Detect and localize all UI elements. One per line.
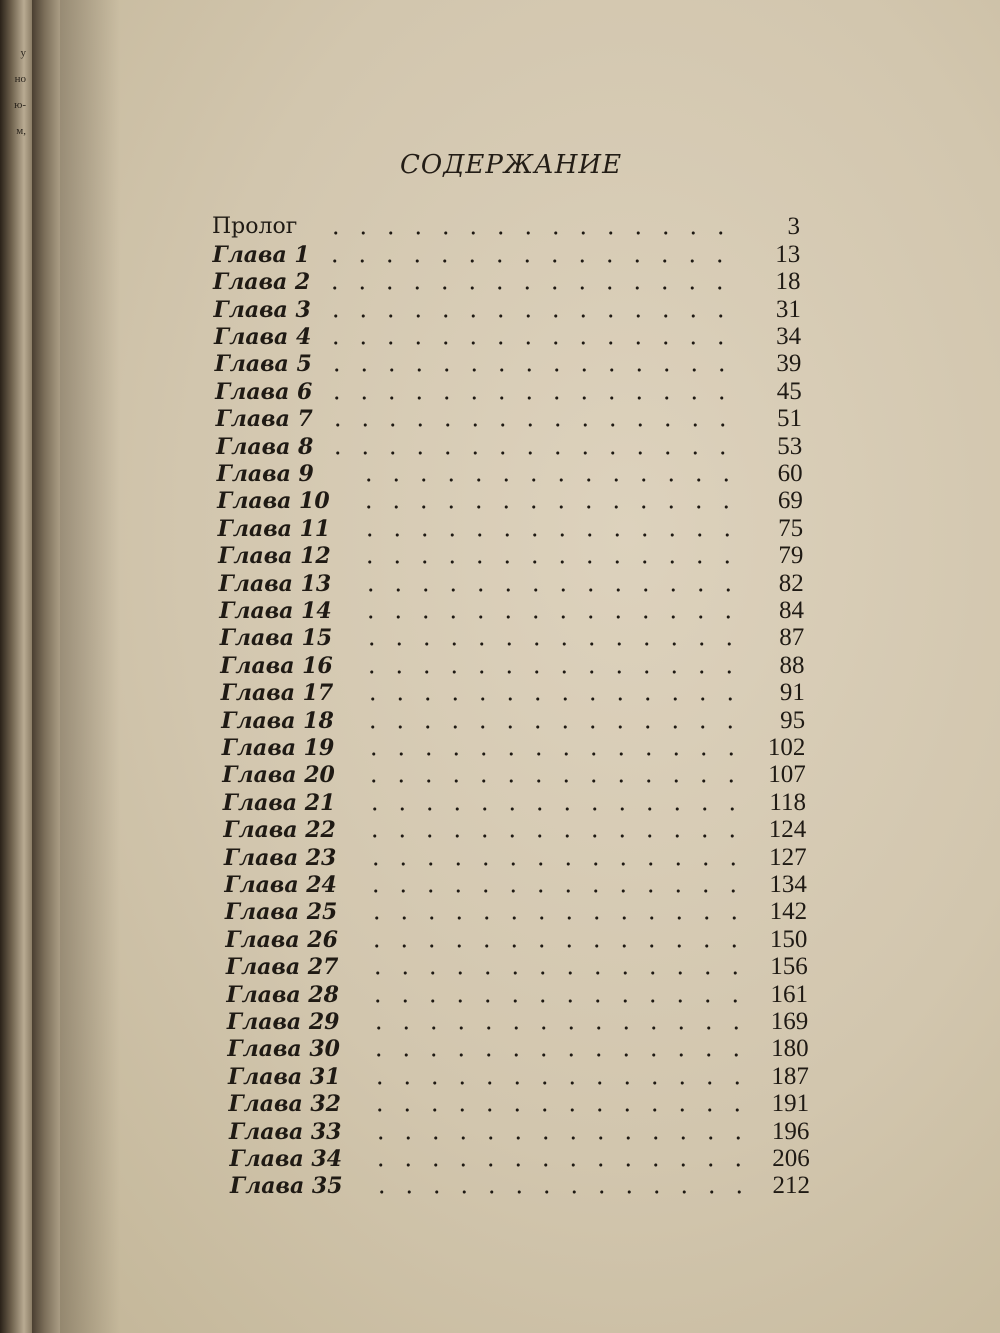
toc-entry <box>216 431 802 458</box>
toc-entry-label: Глава 12 <box>218 543 331 570</box>
toc-entry-page-number: 60 <box>777 459 803 487</box>
dot-leader <box>356 533 743 537</box>
toc-entry-page-number: 39 <box>776 350 802 378</box>
dot-leader <box>355 478 743 482</box>
toc-entry <box>224 842 807 869</box>
dot-leader <box>359 697 745 701</box>
toc-entry <box>224 870 807 897</box>
toc-entry-page-number: 118 <box>769 788 806 816</box>
toc-entry <box>229 1144 809 1171</box>
toc-entry-label: Глава 19 <box>221 734 335 761</box>
toc-entry <box>219 568 804 595</box>
toc-entry-page-number: 18 <box>775 268 801 296</box>
toc-entry-page-number: 161 <box>770 980 808 1008</box>
toc-entry-page-number: 53 <box>777 432 803 460</box>
toc-entry-page-number: 142 <box>769 898 808 926</box>
toc-entry <box>218 513 803 540</box>
toc-entry-label: Глава 34 <box>229 1145 343 1172</box>
toc-entry <box>225 897 807 924</box>
toc-entry-label: Глава 9 <box>216 460 314 487</box>
dot-leader <box>321 259 741 263</box>
dot-leader <box>367 1163 749 1167</box>
toc-entry-page-number: 206 <box>772 1144 810 1172</box>
toc-entry <box>214 322 801 349</box>
toc-entry <box>223 815 806 842</box>
fragment: у <box>20 47 26 59</box>
toc-entry <box>226 979 808 1006</box>
toc-entry-label: Глава 1 <box>212 241 310 268</box>
toc-entry-label: Глава 18 <box>221 707 334 734</box>
toc-entry-label: Глава 24 <box>224 871 337 898</box>
toc-entry-page-number: 31 <box>775 295 801 323</box>
toc-entry <box>218 541 803 568</box>
dot-leader <box>358 670 744 674</box>
toc-entry-label: Глава 6 <box>215 378 313 405</box>
toc-entry-page-number: 191 <box>771 1090 810 1118</box>
toc-entry <box>227 1007 808 1034</box>
toc-entry <box>215 349 802 376</box>
dot-leader <box>364 999 748 1003</box>
toc-entry-page-number: 91 <box>779 679 805 707</box>
dot-leader <box>367 1136 749 1140</box>
dot-leader <box>362 862 747 866</box>
dot-leader <box>355 505 743 509</box>
dot-leader <box>322 314 741 318</box>
dot-leader <box>322 231 740 235</box>
toc-entry <box>220 623 805 650</box>
toc-entry-label: Глава 30 <box>227 1036 340 1063</box>
toc-entry-label: Глава 25 <box>224 899 338 926</box>
toc-entry-page-number: 51 <box>776 405 802 433</box>
toc-entry-page-number: 169 <box>770 1007 809 1035</box>
toc-entry <box>223 787 806 814</box>
toc-entry-page-number: 107 <box>768 761 806 789</box>
dot-leader <box>362 889 747 893</box>
toc-entry-page-number: 84 <box>778 596 804 624</box>
dot-leader <box>365 1053 748 1057</box>
toc-entry-label: Глава 26 <box>225 926 338 953</box>
toc-entry <box>220 650 804 677</box>
dot-leader <box>364 971 748 975</box>
toc-entry <box>225 924 807 951</box>
toc-entry-label: Глава 21 <box>222 789 336 816</box>
toc-entry-page-number: 45 <box>776 377 802 405</box>
toc-entry <box>217 459 803 486</box>
dot-leader <box>361 834 746 838</box>
toc-entry <box>221 705 805 732</box>
dot-leader <box>365 1026 748 1030</box>
dot-leader <box>356 560 743 564</box>
toc-entry-label: Глава 29 <box>226 1008 340 1035</box>
toc-entry <box>214 294 801 321</box>
dot-leader <box>363 916 747 920</box>
toc-entry <box>212 212 800 239</box>
dot-leader <box>324 423 742 427</box>
dot-leader <box>357 615 744 619</box>
toc-entry <box>227 1034 808 1061</box>
toc-entry <box>229 1116 809 1143</box>
toc-entry <box>222 760 805 787</box>
toc-entry-page-number: 187 <box>771 1062 809 1090</box>
toc-entry <box>228 1061 809 1088</box>
toc-entry-label: Глава 14 <box>219 597 332 624</box>
dot-leader <box>358 642 745 646</box>
toc-entry-label: Глава 22 <box>223 817 336 844</box>
toc-entry-page-number: 87 <box>779 624 805 652</box>
toc-entry-label: Глава 7 <box>215 406 313 433</box>
toc-entry-page-number: 82 <box>778 569 804 597</box>
toc-entry-label: Глава 13 <box>218 570 332 597</box>
toc-entry-label: Глава 23 <box>223 844 337 871</box>
toc-entry-page-number: 34 <box>776 322 802 350</box>
toc-entry-page-number: 69 <box>777 487 803 515</box>
toc-entry <box>216 404 802 431</box>
dot-leader <box>321 286 741 290</box>
toc-entry-page-number: 180 <box>771 1035 809 1063</box>
toc-entry-page-number: 3 <box>787 213 800 241</box>
previous-page-text-fragments <box>0 40 26 144</box>
toc-entry-label: Глава 20 <box>222 762 335 789</box>
toc-entry-page-number: 79 <box>778 542 804 570</box>
fragment: но <box>14 73 26 85</box>
dot-leader <box>360 779 745 783</box>
toc-entry-label: Глава 8 <box>216 433 314 460</box>
toc-entry <box>215 376 802 403</box>
toc-entry-label: Глава 28 <box>226 981 339 1008</box>
toc-entry-label: Глава 32 <box>228 1091 341 1118</box>
toc-entry <box>222 733 806 760</box>
toc-entry-label: Глава 11 <box>217 515 331 542</box>
toc-entry-label: Глава 4 <box>214 323 312 350</box>
toc-entry-label: Глава 27 <box>225 954 339 981</box>
toc-entry-label: Глава 17 <box>220 680 334 707</box>
toc-entry-label: Глава 15 <box>219 625 333 652</box>
toc-entry-label: Глава 31 <box>227 1063 341 1090</box>
toc-entry-page-number: 212 <box>772 1172 810 1200</box>
table-of-contents <box>0 212 1000 1212</box>
dot-leader <box>366 1108 749 1112</box>
toc-entry-label: Глава 10 <box>217 488 330 515</box>
toc-entry-page-number: 95 <box>780 706 806 734</box>
toc-entry-label: Глава 3 <box>213 296 311 323</box>
fragment: м, <box>16 125 26 137</box>
page-title: СОДЕРЖАНИЕ <box>400 150 623 180</box>
toc-entry-page-number: 75 <box>778 514 804 542</box>
dot-leader <box>357 588 744 592</box>
toc-entry-label: Глава 16 <box>220 652 333 679</box>
toc-entry-label: Пролог <box>212 214 298 240</box>
toc-entry-page-number: 13 <box>775 240 801 268</box>
toc-entry-label: Глава 2 <box>213 269 311 296</box>
dot-leader <box>368 1190 750 1194</box>
dot-leader <box>366 1081 749 1085</box>
dot-leader <box>324 451 742 455</box>
toc-entry <box>230 1171 810 1198</box>
dot-leader <box>361 807 746 811</box>
toc-entry-page-number: 196 <box>771 1117 810 1145</box>
toc-entry-label: Глава 35 <box>230 1173 343 1200</box>
toc-entry-page-number: 156 <box>770 953 808 981</box>
toc-entry <box>221 678 805 705</box>
toc-entry <box>219 596 804 623</box>
toc-entry <box>217 486 803 513</box>
toc-entry-label: Глава 5 <box>214 351 312 378</box>
toc-entry <box>228 1089 809 1116</box>
toc-entry <box>213 267 801 294</box>
dot-leader <box>359 725 745 729</box>
dot-leader <box>323 368 742 372</box>
toc-entry-page-number: 134 <box>769 870 807 898</box>
toc-entry-page-number: 124 <box>768 816 807 844</box>
toc-entry <box>213 239 801 266</box>
dot-leader <box>360 752 746 756</box>
toc-entry-page-number: 88 <box>779 651 805 679</box>
toc-entry-page-number: 150 <box>769 925 808 953</box>
toc-entry <box>226 952 808 979</box>
toc-entry-page-number: 127 <box>769 843 807 871</box>
dot-leader <box>363 944 747 948</box>
toc-entry-page-number: 102 <box>767 733 806 761</box>
fragment: ю- <box>14 99 26 111</box>
dot-leader <box>323 396 742 400</box>
dot-leader <box>322 341 741 345</box>
toc-entry-label: Глава 33 <box>228 1118 342 1145</box>
